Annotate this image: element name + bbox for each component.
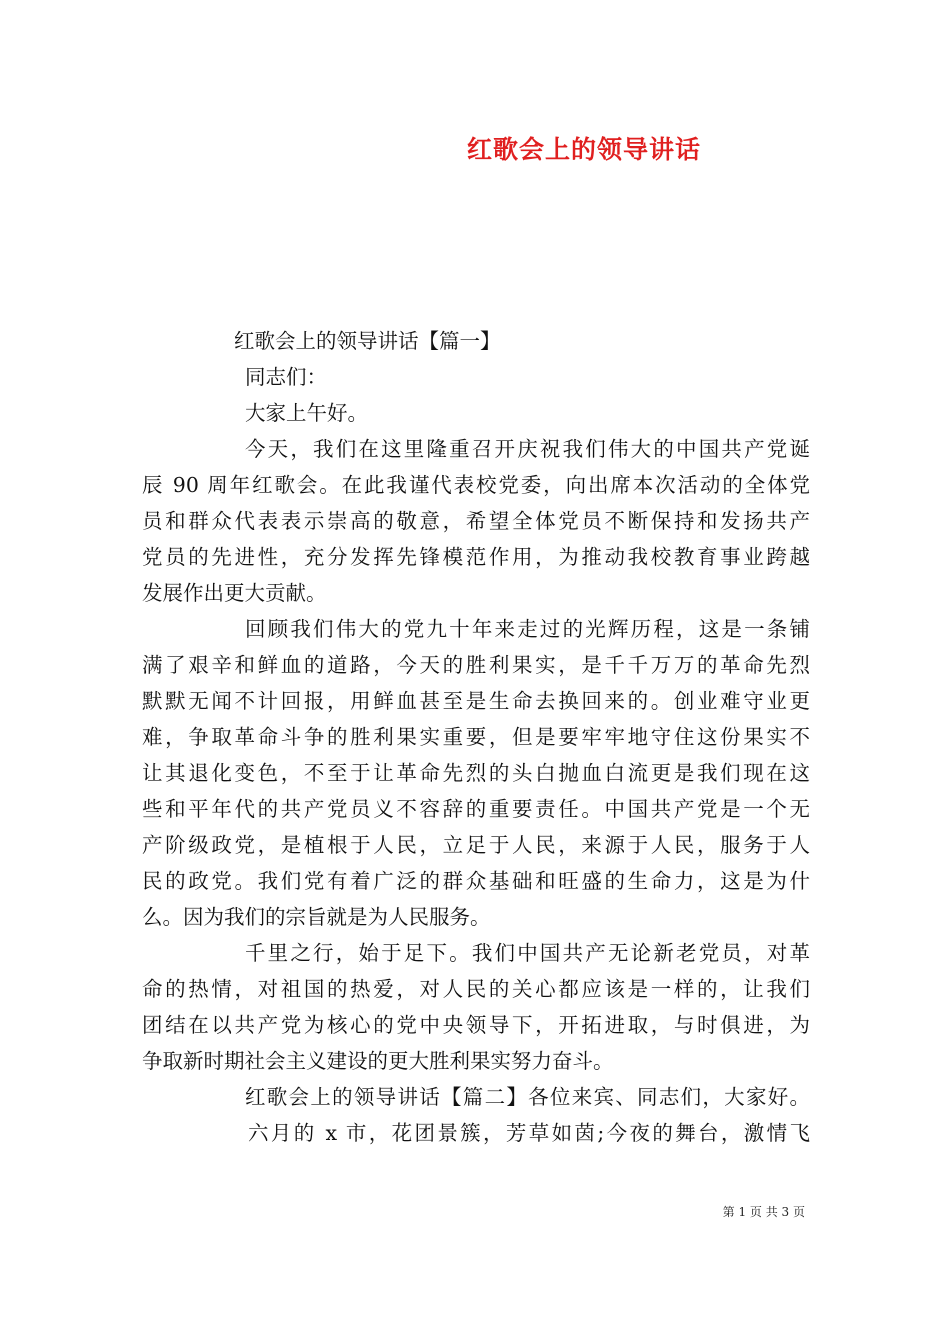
- body-line: 红歌会上的领导讲话【篇一】: [234, 329, 501, 353]
- document-body: [142, 323, 810, 1151]
- document-title: 红歌会上的领导讲话: [466, 135, 701, 164]
- body-line: 发展作出更大贡献。: [142, 581, 327, 605]
- body-line: 员和群众代表表示崇高的敬意，希望全体党员不断保持和发扬共产: [142, 509, 810, 533]
- body-line: 默默无闻不计回报，用鲜血甚至是生命去换回来的。创业难守业更: [142, 689, 810, 713]
- body-line: 产阶级政党，是植根于人民，立足于人民，来源于人民，服务于人: [142, 833, 810, 857]
- body-line: 回顾我们伟大的党九十年来走过的光辉历程，这是一条铺: [245, 617, 810, 641]
- body-line: 难，争取革命斗争的胜利果实重要，但是要牢牢地守住这份果实不: [142, 725, 810, 749]
- body-line: 六月的 x 市，花团景簇，芳草如茵;今夜的舞台，激情飞: [248, 1121, 810, 1145]
- body-line: 同志们：: [245, 365, 327, 389]
- body-line: 红歌会上的领导讲话【篇二】各位来宾、同志们，大家好。: [245, 1085, 810, 1109]
- body-line: 让其退化变色，不至于让革命先烈的头白抛血白流更是我们现在这: [142, 761, 810, 785]
- body-line: 大家上午好。: [245, 401, 368, 425]
- body-line: 命的热情，对祖国的热爱，对人民的关心都应该是一样的，让我们: [142, 977, 810, 1001]
- body-line: 么。因为我们的宗旨就是为人民服务。: [142, 905, 491, 929]
- body-line: 今天，我们在这里隆重召开庆祝我们伟大的中国共产党诞: [245, 437, 810, 461]
- body-line: 党员的先进性，充分发挥先锋模范作用，为推动我校教育事业跨越: [142, 545, 810, 569]
- body-line: 民的政党。我们党有着广泛的群众基础和旺盛的生命力，这是为什: [142, 869, 810, 893]
- body-line: 千里之行，始于足下。我们中国共产无论新老党员，对革: [245, 941, 810, 965]
- body-line: 争取新时期社会主义建设的更大胜利果实努力奋斗。: [142, 1049, 614, 1073]
- body-line: 些和平年代的共产党员义不容辞的重要责任。中国共产党是一个无: [142, 797, 810, 821]
- body-line: 满了艰辛和鲜血的道路，今天的胜利果实，是千千万万的革命先烈: [142, 653, 810, 677]
- page-footer: 第 1 页 共 3 页: [722, 1205, 805, 1219]
- body-line: 团结在以共产党为核心的党中央领导下，开拓进取，与时俱进，为: [142, 1013, 810, 1037]
- body-line: 辰 90 周年红歌会。在此我谨代表校党委，向出席本次活动的全体党: [142, 473, 810, 497]
